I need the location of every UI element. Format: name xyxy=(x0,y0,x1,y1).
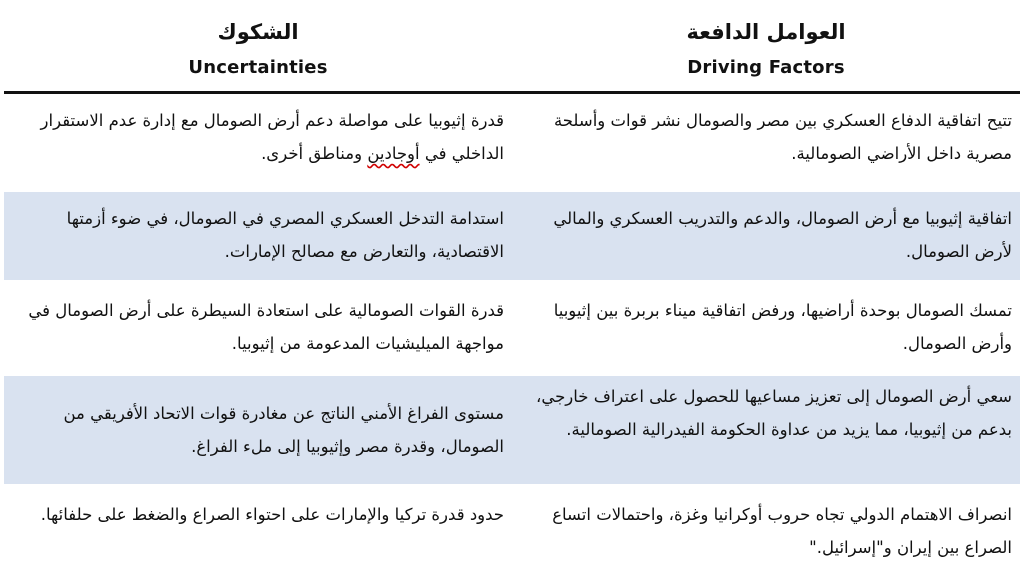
uncertainty-cell xyxy=(4,93,512,191)
uncertainty-text-start: قدرة إثيوبيا على مواصلة دعم أرض الصومال مع إدارة عدم الاستقرار الداخلي في xyxy=(40,111,504,163)
driving-factors-header-en: Driving Factors xyxy=(687,57,845,78)
table-row xyxy=(4,282,1020,374)
table-row xyxy=(4,486,1020,582)
factors-uncertainties-table xyxy=(4,0,1020,582)
driving-factor-cell: انصراف الاهتمام الدولي تجاه حروب أوكرانيا وغزة، واحتمالات اتساع الصراع بين إيران و"إسرائيل." xyxy=(512,486,1020,582)
driving-factors-header xyxy=(512,0,1020,93)
uncertainty-cell: مستوى الفراغ الأمني الناتج عن مغادرة قوات الاتحاد الأفريقي من الصومال، وقدرة مصر وإثيوبيا إلى ملء الفراغ. xyxy=(4,374,512,486)
uncertainties-header-en: Uncertainties xyxy=(188,57,328,78)
header-row xyxy=(4,0,1020,93)
uncertainties-header xyxy=(4,0,512,93)
driving-factor-cell: تتيح اتفاقية الدفاع العسكري بين مصر والصومال نشر قوات وأسلحة مصرية داخل الأراضي الصومالية. xyxy=(512,93,1020,191)
table-row xyxy=(4,93,1020,191)
driving-factor-cell: اتفاقية إثيوبيا مع أرض الصومال، والدعم والتدريب العسكري والمالي لأرض الصومال. xyxy=(512,190,1020,282)
driving-factor-cell: تمسك الصومال بوحدة أراضيها، ورفض اتفاقية ميناء بربرة بين إثيوبيا وأرض الصومال. xyxy=(512,282,1020,374)
driving-factors-header-ar: العوامل الدافعة xyxy=(686,20,846,44)
uncertainty-cell: استدامة التدخل العسكري المصري في الصومال، في ضوء أزمتها الاقتصادية، والتعارض مع مصالح الإمارات. xyxy=(4,190,512,282)
driving-factor-cell: سعي أرض الصومال إلى تعزيز مساعيها للحصول على اعتراف خارجي، بدعم من إثيوبيا، مما يزيد من عداوة الحكومة الفيدرالية الصومالية. xyxy=(512,374,1020,486)
spellcheck-flagged-word[interactable]: أوجادين xyxy=(367,144,420,163)
uncertainty-cell: حدود قدرة تركيا والإمارات على احتواء الصراع والضغط على حلفائها. xyxy=(4,486,512,582)
uncertainties-header-ar: الشكوك xyxy=(217,20,299,44)
table-row xyxy=(4,374,1020,486)
uncertainty-cell: قدرة القوات الصومالية على استعادة السيطرة على أرض الصومال في مواجهة الميليشيات المدعومة من إثيوبيا. xyxy=(4,282,512,374)
uncertainty-text-end: ومناطق أخرى. xyxy=(261,144,368,163)
table-row xyxy=(4,190,1020,282)
